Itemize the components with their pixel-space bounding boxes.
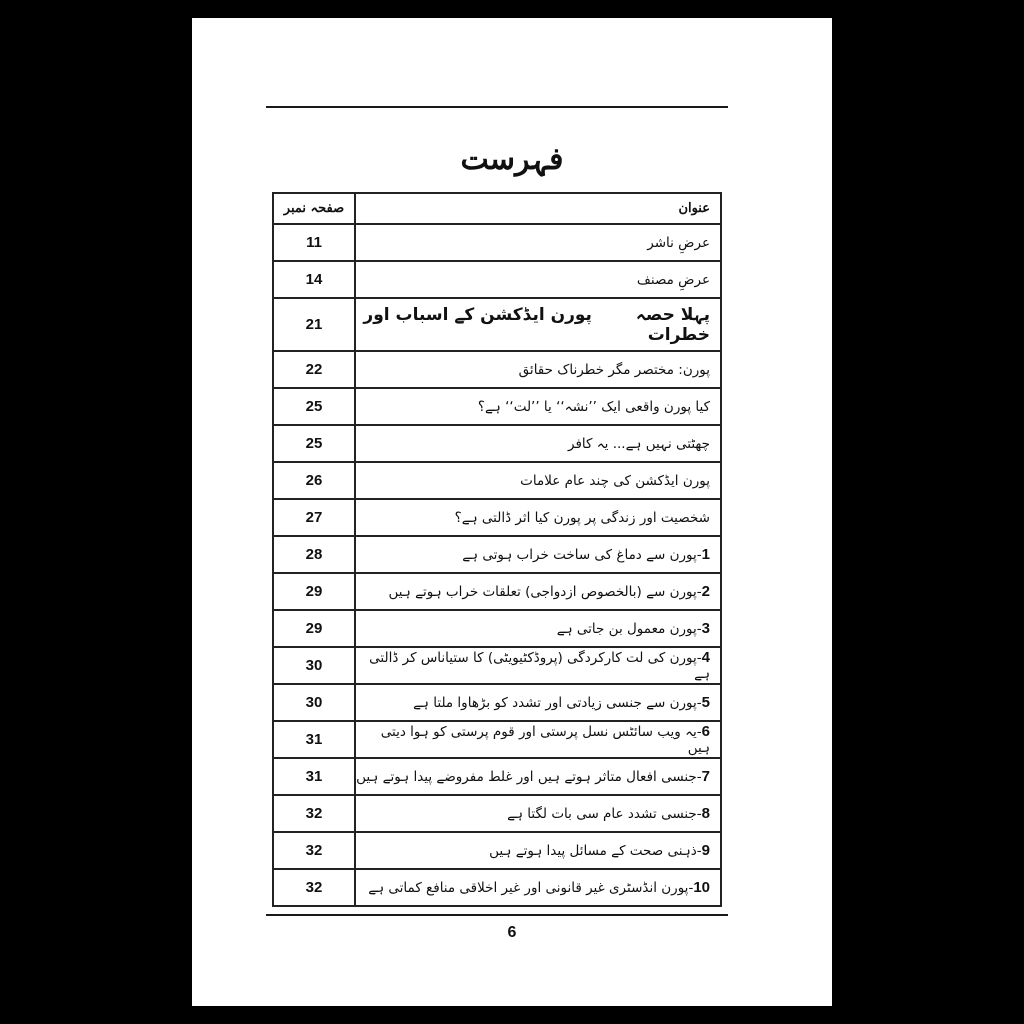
item-number: 5 bbox=[701, 694, 710, 711]
toc-numbered-cell: 7-جنسی افعال متاثر ہوتے ہیں اور غلط مفروضے پیدا ہوتے ہیں bbox=[355, 758, 721, 795]
toc-row-numbered bbox=[273, 869, 721, 906]
toc-page-number: 32 bbox=[273, 869, 355, 906]
item-number: 8 bbox=[701, 805, 710, 822]
toc-page-number: 31 bbox=[273, 758, 355, 795]
toc-numbered-cell: 8-جنسی تشدد عام سی بات لگتا ہے bbox=[355, 795, 721, 832]
toc-page-number: 22 bbox=[273, 351, 355, 388]
toc-page-number: 26 bbox=[273, 462, 355, 499]
toc-page-number: 25 bbox=[273, 388, 355, 425]
item-number: 9 bbox=[701, 842, 710, 859]
bottom-rule bbox=[266, 914, 728, 916]
toc-page-number: 25 bbox=[273, 425, 355, 462]
toc-title: یہ ویب سائٹس نسل پرستی اور قوم پرستی کو ہوا دیتی ہیں bbox=[380, 724, 710, 756]
toc-numbered-cell: 2-پورن سے (بالخصوص ازدواجی) تعلقات خراب ہوتے ہیں bbox=[355, 573, 721, 610]
item-number: 7 bbox=[701, 768, 710, 785]
toc-title: پورن سے دماغ کی ساخت خراب ہوتی ہے bbox=[462, 547, 697, 563]
toc-title: پورن سے جنسی زیادتی اور تشدد کو بڑھاوا ملتا ہے bbox=[413, 695, 697, 711]
page-number: 6 bbox=[507, 924, 517, 941]
toc-page-number: 27 bbox=[273, 499, 355, 536]
item-number: 2 bbox=[701, 583, 710, 600]
toc-row bbox=[273, 425, 721, 462]
toc-title: شخصیت اور زندگی پر پورن کیا اثر ڈالتی ہے؟ bbox=[355, 499, 721, 536]
toc-row-numbered bbox=[273, 536, 721, 573]
toc-row bbox=[273, 388, 721, 425]
page-title: فہرست bbox=[460, 142, 564, 177]
toc-row-numbered bbox=[273, 573, 721, 610]
toc-row bbox=[273, 351, 721, 388]
toc-page-number: 11 bbox=[273, 224, 355, 261]
toc-page-number: 30 bbox=[273, 684, 355, 721]
toc-row bbox=[273, 499, 721, 536]
toc-page-number: 30 bbox=[273, 647, 355, 684]
toc-numbered-cell: 6-یہ ویب سائٹس نسل پرستی اور قوم پرستی کو ہوا دیتی ہیں bbox=[355, 721, 721, 758]
toc-numbered-cell: 3-پورن معمول بن جاتی ہے bbox=[355, 610, 721, 647]
toc-row-numbered bbox=[273, 647, 721, 684]
toc-title: ذہنی صحت کے مسائل پیدا ہوتے ہیں bbox=[489, 843, 697, 859]
top-rule bbox=[266, 106, 728, 108]
item-number: 4 bbox=[701, 649, 710, 666]
toc-title: پورن ایڈکشن کے اسباب اور خطرات bbox=[363, 305, 710, 345]
toc-title: پورن کی لت کارکردگی (پروڈکٹیویٹی) کا ستیاناس کر ڈالتی ہے bbox=[369, 650, 710, 682]
toc-page-number: 29 bbox=[273, 573, 355, 610]
table-of-contents bbox=[272, 192, 722, 907]
toc-row-part-heading bbox=[273, 298, 721, 351]
toc-page-number: 32 bbox=[273, 832, 355, 869]
item-number: 1 bbox=[701, 546, 710, 563]
toc-page-number: 28 bbox=[273, 536, 355, 573]
item-number: 3 bbox=[701, 620, 710, 637]
toc-page-number: 21 bbox=[273, 298, 355, 351]
toc-title: عرضِ ناشر bbox=[355, 224, 721, 261]
toc-row-numbered bbox=[273, 758, 721, 795]
toc-numbered-cell: 5-پورن سے جنسی زیادتی اور تشدد کو بڑھاوا ملتا ہے bbox=[355, 684, 721, 721]
toc-part-title-cell bbox=[355, 298, 721, 351]
toc-title: کیا پورن واقعی ایک ’’نشہ‘‘ یا ’’لت‘‘ ہے؟ bbox=[355, 388, 721, 425]
toc-page-number: 31 bbox=[273, 721, 355, 758]
toc-row-numbered bbox=[273, 610, 721, 647]
toc-row-numbered bbox=[273, 684, 721, 721]
toc-numbered-cell: 4-پورن کی لت کارکردگی (پروڈکٹیویٹی) کا ستیاناس کر ڈالتی ہے bbox=[355, 647, 721, 684]
toc-row bbox=[273, 261, 721, 298]
page-column-header: صفحہ نمبر bbox=[273, 193, 355, 224]
toc-header-row bbox=[273, 193, 721, 224]
toc-title: پورن: مختصر مگر خطرناک حقائق bbox=[355, 351, 721, 388]
toc-row-numbered bbox=[273, 721, 721, 758]
part-label: پہلا حصہ bbox=[635, 305, 710, 325]
toc-title: عرضِ مصنف bbox=[355, 261, 721, 298]
toc-title: پورن معمول بن جاتی ہے bbox=[556, 621, 697, 637]
item-number: 10 bbox=[693, 879, 710, 896]
toc-title: پورن انڈسٹری غیر قانونی اور غیر اخلاقی منافع کماتی ہے bbox=[368, 880, 689, 896]
toc-row bbox=[273, 224, 721, 261]
toc-title: جنسی تشدد عام سی بات لگتا ہے bbox=[507, 806, 697, 822]
toc-title: چھٹتی نہیں ہے... یہ کافر bbox=[355, 425, 721, 462]
toc-row-numbered bbox=[273, 832, 721, 869]
toc-row-numbered bbox=[273, 795, 721, 832]
toc-numbered-cell: 1-پورن سے دماغ کی ساخت خراب ہوتی ہے bbox=[355, 536, 721, 573]
toc-page-number: 32 bbox=[273, 795, 355, 832]
toc-numbered-cell: 9-ذہنی صحت کے مسائل پیدا ہوتے ہیں bbox=[355, 832, 721, 869]
item-number: 6 bbox=[701, 723, 710, 740]
toc-page-number: 14 bbox=[273, 261, 355, 298]
toc-title: جنسی افعال متاثر ہوتے ہیں اور غلط مفروضے پیدا ہوتے ہیں bbox=[356, 769, 697, 785]
toc-numbered-cell: 10-پورن انڈسٹری غیر قانونی اور غیر اخلاقی منافع کماتی ہے bbox=[355, 869, 721, 906]
toc-page-number: 29 bbox=[273, 610, 355, 647]
title-column-header: عنوان bbox=[355, 193, 721, 224]
book-page bbox=[192, 18, 832, 1006]
toc-title: پورن سے (بالخصوص ازدواجی) تعلقات خراب ہوتے ہیں bbox=[388, 584, 697, 600]
toc-title: پورن ایڈکشن کی چند عام علامات bbox=[355, 462, 721, 499]
toc-row bbox=[273, 462, 721, 499]
